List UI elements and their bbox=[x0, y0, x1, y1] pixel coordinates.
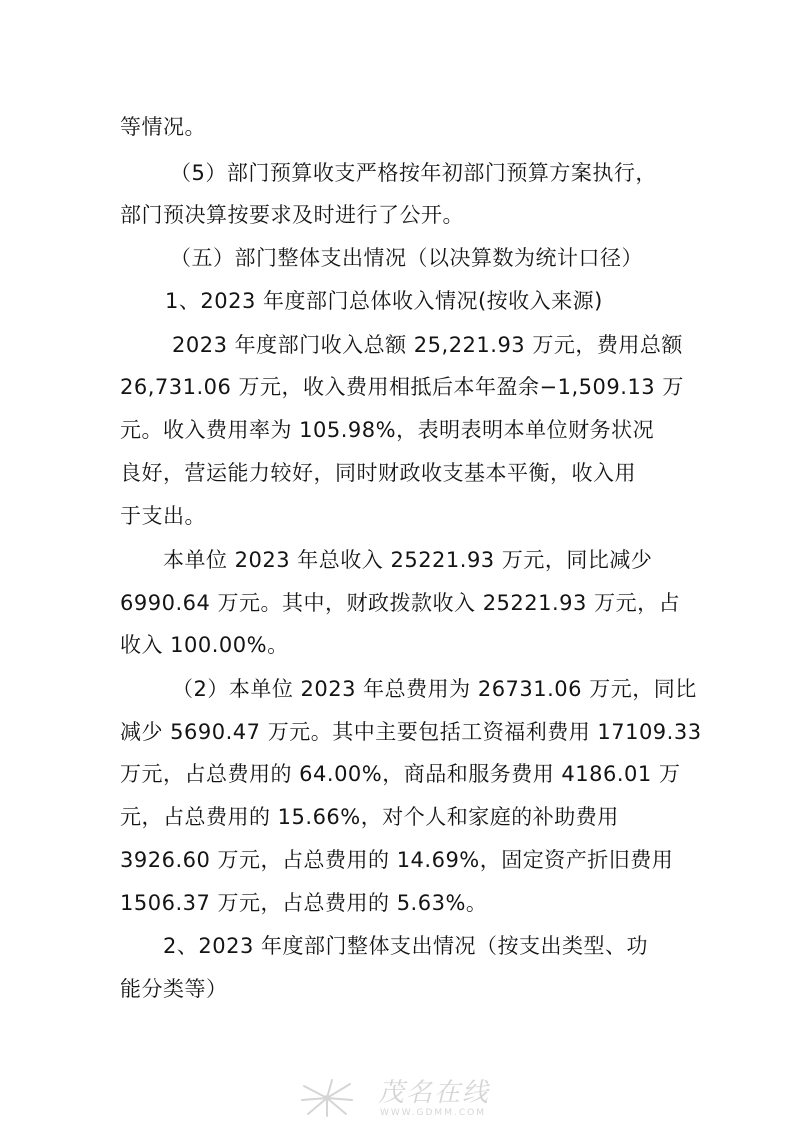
subsection-heading: 2、2023 年度部门整体支出情况（按支出类型、功 bbox=[163, 934, 648, 958]
paragraph-line: （5）部门预算收支严格按年初部门预算方案执行， bbox=[170, 161, 657, 185]
paragraph-line: 于支出。 bbox=[120, 504, 206, 528]
paragraph-line: 等情况。 bbox=[120, 115, 206, 139]
paragraph-line: （2）本单位 2023 年总费用为 26731.06 万元，同比 bbox=[172, 677, 697, 701]
watermark-brand: 茂名在线 bbox=[378, 1078, 491, 1108]
subsection-heading: 1、2023 年度部门总体收入情况(按收入来源) bbox=[165, 289, 603, 313]
paragraph-line: 2023 年度部门收入总额 25,221.93 万元，费用总额 bbox=[172, 333, 683, 357]
starburst-logo-icon bbox=[298, 1078, 356, 1118]
paragraph-line: 良好，营运能力较好，同时财政收支基本平衡，收入用 bbox=[120, 461, 636, 485]
paragraph-line: 本单位 2023 年总收入 25221.93 万元，同比减少 bbox=[163, 548, 653, 572]
paragraph-line: 部门预决算按要求及时进行了公开。 bbox=[120, 203, 464, 227]
paragraph-line: 收入 100.00%。 bbox=[120, 633, 289, 657]
paragraph-line: 元。收入费用率为 105.98%，表明表明本单位财务状况 bbox=[120, 418, 655, 442]
paragraph-line: 万元，占总费用的 64.00%，商品和服务费用 4186.01 万 bbox=[120, 762, 681, 786]
watermark-url: WWW.GDMM.COM bbox=[380, 1108, 486, 1118]
paragraph-line: 元，占总费用的 15.66%，对个人和家庭的补助费用 bbox=[120, 805, 619, 829]
paragraph-line: 26,731.06 万元，收入费用相抵后本年盈余−1,509.13 万 bbox=[120, 375, 684, 399]
paragraph-line: 1506.37 万元，占总费用的 5.63%。 bbox=[120, 891, 488, 915]
section-heading: （五）部门整体支出情况（以决算数为统计口径） bbox=[170, 246, 643, 270]
site-watermark bbox=[298, 1078, 538, 1122]
subsection-heading: 能分类等） bbox=[120, 977, 228, 1001]
paragraph-line: 减少 5690.47 万元。其中主要包括工资福利费用 17109.33 bbox=[120, 720, 702, 744]
paragraph-line: 3926.60 万元，占总费用的 14.69%，固定资产折旧费用 bbox=[120, 848, 674, 872]
paragraph-line: 6990.64 万元。其中，财政拨款收入 25221.93 万元，占 bbox=[120, 591, 681, 615]
